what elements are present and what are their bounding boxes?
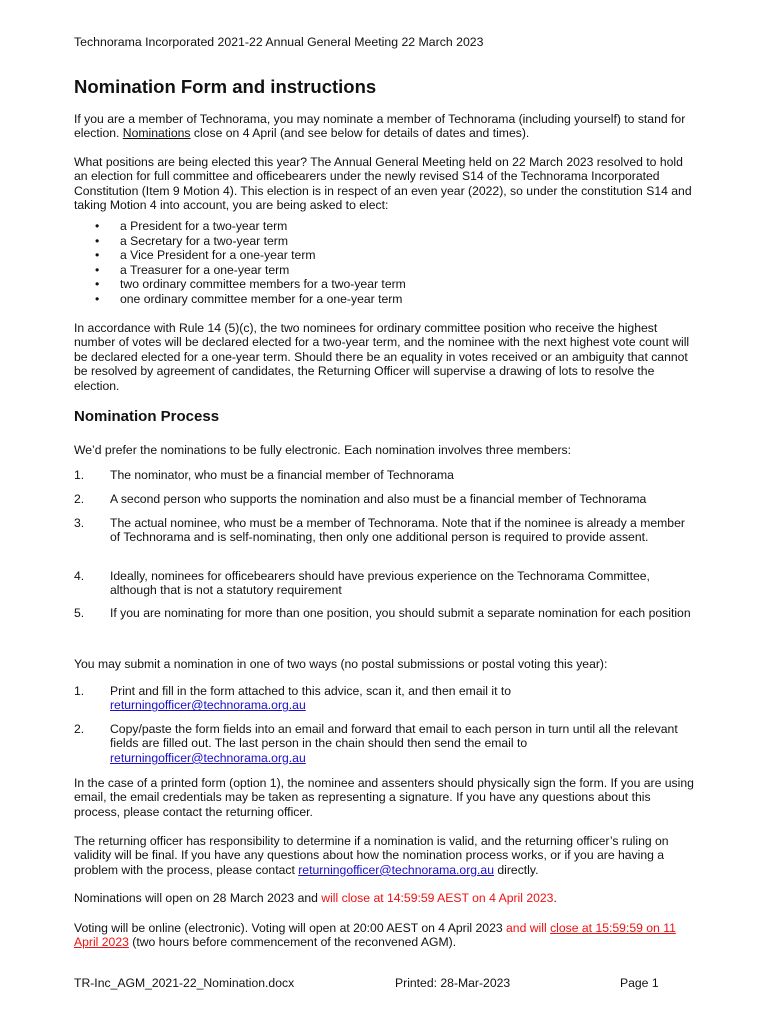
process-item-text: The nominator, who must be a financial member of Technorama <box>110 468 454 482</box>
validity-text-2: directly. <box>493 862 539 877</box>
process-item-text: The actual nominee, who must be a member of Technorama. Note that if the nominee is already a member of Technorama and is self-nominating, then only one additional person is required to provide assent. <box>110 516 685 545</box>
submit-item-text: Copy/paste the form fields into an email and forward that email to each person in turn until all the relevant fields are filled out. The last person in the chain should then send the email to <box>110 722 678 751</box>
open-close-text-1: Nominations will open on 28 March 2023 and <box>74 891 322 905</box>
process-item-number: 1. <box>74 468 85 482</box>
submit-item <box>74 684 698 713</box>
position-item: • a Vice President for a one-year term <box>74 248 674 263</box>
process-item <box>74 569 698 598</box>
validity-paragraph <box>74 834 698 877</box>
intro-text-1: If you are a member of Technorama, you may nominate a member of Technorama (including yourself) to stand for election. <box>74 112 686 141</box>
process-item <box>74 468 698 482</box>
submit-item-number: 2. <box>74 722 85 736</box>
footer-filename: TR-Inc_AGM_2021-22_Nomination.docx <box>74 976 295 990</box>
printed-form-paragraph: In the case of a printed form (option 1), the nominee and assenters should physically sign the form. If you are using email, the email credentials may be taken as representing a signature. If you have any questions about this process, please contact the returning officer. <box>74 776 694 819</box>
voting-red-text: and will <box>506 921 551 935</box>
voting-close-time-highlight: close at 15:59:59 on 11 April 2023 <box>74 921 676 950</box>
submit-item <box>74 722 698 765</box>
intro-paragraph <box>74 112 698 141</box>
open-close-paragraph <box>74 891 698 905</box>
position-item: • one ordinary committee member for a one-year term <box>74 292 674 307</box>
section-heading-nomination-process: Nomination Process <box>74 408 220 425</box>
positions-intro-paragraph: What positions are being elected this year? The Annual General Meeting held on 22 March 2023 resolved to hold an election for full committee and officebearers under the newly revised S14 of the Technorama Incorporated Constitution (Item 9 Motion 4). This election is in respect of an even year (2022), so under the constitution S14 and taking Motion 4 into account, you are being asked to elect: <box>74 155 692 213</box>
submit-item-body <box>110 684 698 713</box>
returning-officer-email-link[interactable]: returningofficer@technorama.org.au <box>110 750 306 765</box>
process-item-text: A second person who supports the nomination and also must be a financial member of Technorama <box>110 492 647 506</box>
process-item-number: 5. <box>74 606 85 620</box>
submit-item-body <box>110 722 698 765</box>
process-item-number: 2. <box>74 492 85 506</box>
voting-paragraph <box>74 921 698 950</box>
process-item-text: If you are nominating for more than one position, you should submit a separate nomination for each position <box>110 606 691 620</box>
position-item: • a Secretary for a two-year term <box>74 234 674 249</box>
process-item <box>74 492 698 506</box>
position-item: • a President for a two-year term <box>74 219 674 234</box>
footer-page-number: Page 1 <box>620 976 659 990</box>
position-item: • two ordinary committee members for a two-year term <box>74 277 674 292</box>
positions-list <box>74 219 674 307</box>
returning-officer-email-link[interactable]: returningofficer@technorama.org.au <box>110 698 306 713</box>
open-close-text-2: . <box>553 891 557 905</box>
intro-text-2: close on 4 April (and see below for details of dates and times). <box>190 126 530 141</box>
rule-paragraph: In accordance with Rule 14 (5)(c), the two nominees for ordinary committee position who receive the highest number of votes will be declared elected for a two-year term, and the nominee with the next highest vote count will be declared elected for a one-year term. Should there be an equality in votes received or an ambiguity that cannot be resolved by agreement of candidates, the Returning Officer will supervise a drawing of lots to resolve the election. <box>74 321 690 393</box>
process-item <box>74 606 698 620</box>
nominations-underlined: Nominations <box>122 126 191 141</box>
process-item-number: 3. <box>74 516 85 530</box>
voting-text-1: Voting will be online (electronic). Voting will open at 20:00 AEST on 4 April 2023 <box>74 921 507 935</box>
submit-item-text: Print and fill in the form attached to this advice, scan it, and then email it to <box>110 684 512 698</box>
page-header: Technorama Incorporated 2021-22 Annual General Meeting 22 March 2023 <box>74 35 484 49</box>
footer-printed-date: Printed: 28-Mar-2023 <box>395 976 511 990</box>
validity-text-1: The returning officer has responsibility to determine if a nomination is valid, and the returning officer’s ruling on validity will be final. If you have any questions about how the nomination process works, or if you are having a problem with the process, please contact <box>74 834 669 877</box>
voting-text-2: (two hours before commencement of the reconvened AGM). <box>128 935 457 950</box>
submit-item-number: 1. <box>74 684 85 698</box>
process-item-text: Ideally, nominees for officebearers should have previous experience on the Technorama Committee, although that is not a statutory requirement <box>110 569 650 598</box>
close-time-highlight: will close at 14:59:59 AEST on 4 April 2023 <box>321 891 554 905</box>
returning-officer-email-link[interactable]: returningofficer@technorama.org.au <box>298 862 494 877</box>
process-item <box>74 516 698 545</box>
submit-intro: You may submit a nomination in one of two ways (no postal submissions or postal voting this year): <box>74 657 608 671</box>
position-item: • a Treasurer for a one-year term <box>74 263 674 278</box>
process-item-number: 4. <box>74 569 85 583</box>
process-intro: We’d prefer the nominations to be fully electronic. Each nomination involves three members: <box>74 443 572 457</box>
page-title: Nomination Form and instructions <box>74 76 377 97</box>
